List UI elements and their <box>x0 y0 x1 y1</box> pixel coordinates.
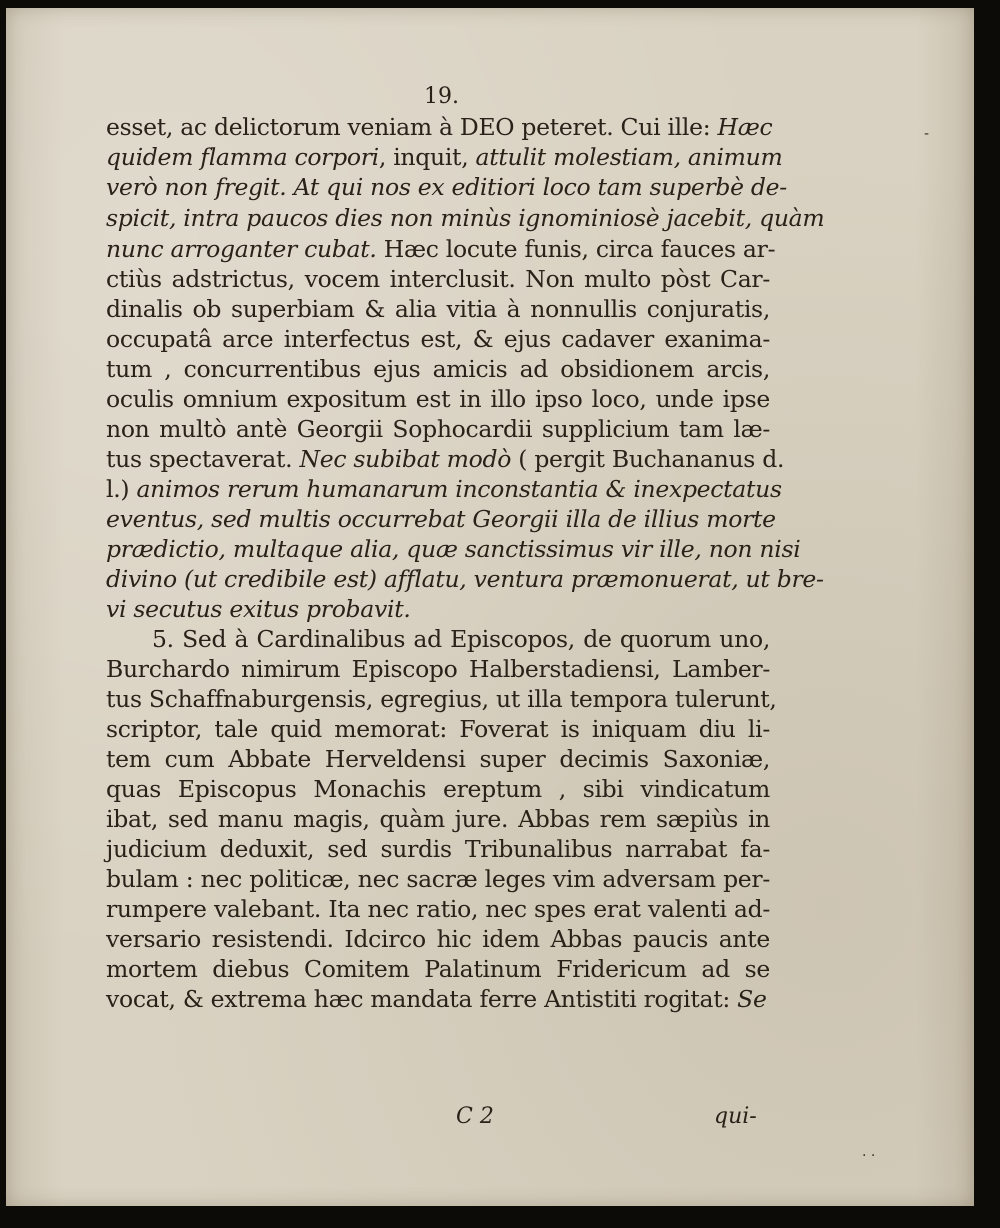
text-segment: ctiùs adstrictus, vocem interclusit. Non multo pòst Car- <box>106 265 770 293</box>
text-segment: tus Schaffnaburgensis, egregius, ut illa tempora tulerunt, <box>106 685 777 713</box>
text-line <box>106 894 770 924</box>
text-segment: Nec subibat modò <box>299 445 512 473</box>
text-segment: rumpere valebant. Ita nec ratio, nec spes erat valenti ad- <box>106 895 770 923</box>
text-segment: non multò antè Georgii Sophocardii supplicium tam læ- <box>106 415 770 443</box>
book-page <box>6 8 974 1206</box>
text-line <box>106 384 770 414</box>
text-line <box>106 654 770 684</box>
text-line <box>106 112 773 142</box>
text-segment: ibat, sed manu magis, quàm jure. Abbas rem sæpiùs in <box>106 805 770 833</box>
text-segment: l.) <box>106 475 137 503</box>
text-line <box>106 354 770 384</box>
text-segment: Burchardo nimirum Episcopo Halberstadiensi, Lamber- <box>106 655 770 683</box>
text-segment: animos rerum humanarum inconstantia & inexpectatus <box>136 475 782 503</box>
text-segment: occupatâ arce interfectus est, & ejus cadaver exanima- <box>106 325 770 353</box>
text-line <box>106 294 770 324</box>
text-segment: spicit, intra paucos dies non minùs ignominiosè jacebit, quàm <box>106 204 825 232</box>
scan-edge <box>974 0 1000 1228</box>
text-line <box>106 834 770 864</box>
text-segment: , inquit, <box>378 143 476 171</box>
text-segment: tem cum Abbate Herveldensi super decimis Saxoniæ, <box>106 745 770 773</box>
text-line <box>106 624 770 654</box>
text-line <box>106 234 776 264</box>
text-line <box>106 924 770 954</box>
text-segment: oculis omnium expositum est in illo ipso loco, unde ipse <box>106 385 770 413</box>
signature-mark: C 2 <box>456 1104 494 1129</box>
text-line <box>106 594 770 624</box>
text-segment: vi secutus exitus probavit. <box>106 595 411 623</box>
text-segment: esset, ac delictorum veniam à DEO peteret. Cui ille: <box>106 113 718 141</box>
ink-speck: · · <box>862 1148 876 1164</box>
text-segment: Hæc <box>717 113 773 141</box>
text-line <box>106 414 770 444</box>
text-line <box>106 203 825 233</box>
text-segment: mortem diebus Comitem Palatinum Fridericum ad se <box>106 955 770 983</box>
text-segment: dinalis ob superbiam & alia vitia à nonnullis conjuratis, <box>106 295 770 323</box>
text-line <box>106 684 777 714</box>
catchword: qui- <box>714 1104 757 1129</box>
text-segment: quidem flamma corpori <box>106 143 379 171</box>
text-segment: vocat, & extrema hæc mandata ferre Antistiti rogitat: <box>106 985 738 1013</box>
text-segment: divino (ut credibile est) afflatu, ventura præmonuerat, ut bre- <box>106 565 824 593</box>
text-segment: tum , concurrentibus ejus amicis ad obsidionem arcis, <box>106 355 770 383</box>
ink-speck: ‐ <box>924 126 930 142</box>
text-line <box>106 774 770 804</box>
text-line <box>106 444 785 474</box>
text-segment: nunc arroganter cubat. <box>106 235 377 263</box>
text-segment: 5. Sed à Cardinalibus ad Episcopos, de quorum uno, <box>152 625 770 653</box>
text-segment: quas Episcopus Monachis ereptum , sibi vindicatum <box>106 775 770 803</box>
text-segment: bulam : nec politicæ, nec sacræ leges vim adversam per- <box>106 865 770 893</box>
text-segment: verò non fregit. At qui nos ex editiori loco tam superbè de- <box>106 173 787 201</box>
text-line <box>106 714 770 744</box>
text-segment: scriptor, tale quid memorat: Foverat is iniquam diu li- <box>106 715 770 743</box>
text-segment: tus spectaverat. <box>106 445 300 473</box>
page-number: 19. <box>424 84 459 109</box>
text-line <box>106 744 770 774</box>
text-line <box>106 564 824 594</box>
text-line <box>106 534 801 564</box>
text-line <box>106 864 770 894</box>
text-segment: Hæc locute funis, circa fauces ar- <box>376 235 776 263</box>
text-line <box>106 324 770 354</box>
text-segment: judicium deduxit, sed surdis Tribunalibus narrabat fa- <box>106 835 770 863</box>
text-line <box>106 142 783 172</box>
text-line <box>106 172 787 202</box>
text-segment: attulit molestiam, animum <box>475 143 783 171</box>
text-line <box>106 804 770 834</box>
text-line <box>106 474 782 504</box>
text-line <box>106 504 776 534</box>
text-line <box>106 954 770 984</box>
text-segment: Se <box>737 985 767 1013</box>
text-segment: prædictio, multaque alia, quæ sanctissimus vir ille, non nisi <box>106 535 801 563</box>
text-segment: versario resistendi. Idcirco hic idem Abbas paucis ante <box>106 925 770 953</box>
text-line <box>106 984 770 1014</box>
text-segment: ( pergit Buchananus d. <box>511 445 785 473</box>
text-segment: eventus, sed multis occurrebat Georgii illa de illius morte <box>106 505 776 533</box>
text-line <box>106 264 770 294</box>
